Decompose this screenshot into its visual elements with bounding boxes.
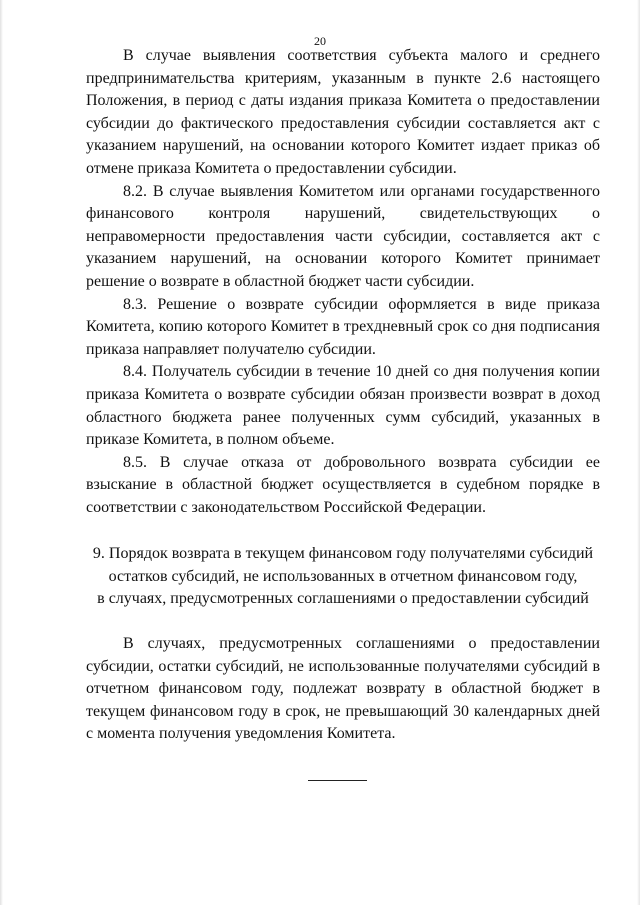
heading-line: в случаях, предусмотренных соглашениями о предоставлении субсидий [97, 590, 589, 608]
heading-line: остатков субсидий, не использованных в отчетном финансовом году, [108, 567, 578, 585]
section-9-heading [80, 543, 606, 611]
paragraphs-section-9 [86, 633, 600, 746]
paragraph: В случае выявления соответствия субъекта малого и среднего предпринимательства критериям, указанным в пункте 2.6 настоящего Положения, в период с даты издания приказа Комитета о предоставлении субсидии до фактического предоставления субсидии составляется акт с указанием нарушений, на основании которого Комитет издает приказ об отмене приказа Комитета о предоставлении субсидии. [86, 47, 600, 177]
end-of-text-rule [308, 780, 367, 781]
paragraph-8-4: 8.4. Получатель субсидии в течение 10 дней со дня получения копии приказа Комитета о возврате субсидии обязан произвести возврат в доход областного бюджета ранее полученных сумм субсидий, указанных в приказе Комитета, в полном объеме. [86, 363, 600, 449]
paragraph-8-3: 8.3. Решение о возврате субсидии оформляется в виде приказа Комитета, копию которого Комитет в трехдневный срок со дня подписания приказа направляет получателю субсидии. [86, 295, 600, 358]
paragraph-8-2: 8.2. В случае выявления Комитетом или органами государственного финансового контроля нарушений, свидетельствующих о неправомерности предоставления части субсидии, составляется акт с указанием нарушений, на основании которого Комитет принимает решение о возврате в областной бюджет части субсидии. [86, 182, 600, 290]
paragraph-8-5: 8.5. В случае отказа от добровольного возврата субсидии ее взыскание в областной бюджет осуществляется в судебном порядке в соответствии с законодательством Российской Федерации. [86, 453, 600, 516]
heading-line: 9. Порядок возврата в текущем финансовом году получателями субсидий [92, 545, 594, 562]
page-number: 20 [314, 34, 326, 48]
paragraph: В случаях, предусмотренных соглашениями о предоставлении субсидии, остатки субсидий, не использованные получателями субсидий в отчетном финансовом году, подлежат возврату в областной бюджет в текущем финансовом году в срок, не превышающий 30 календарных дней с момента получения уведомления Комитета. [86, 635, 600, 743]
scan-shadow-left [0, 0, 3, 905]
paragraphs-section-8 [86, 45, 600, 519]
